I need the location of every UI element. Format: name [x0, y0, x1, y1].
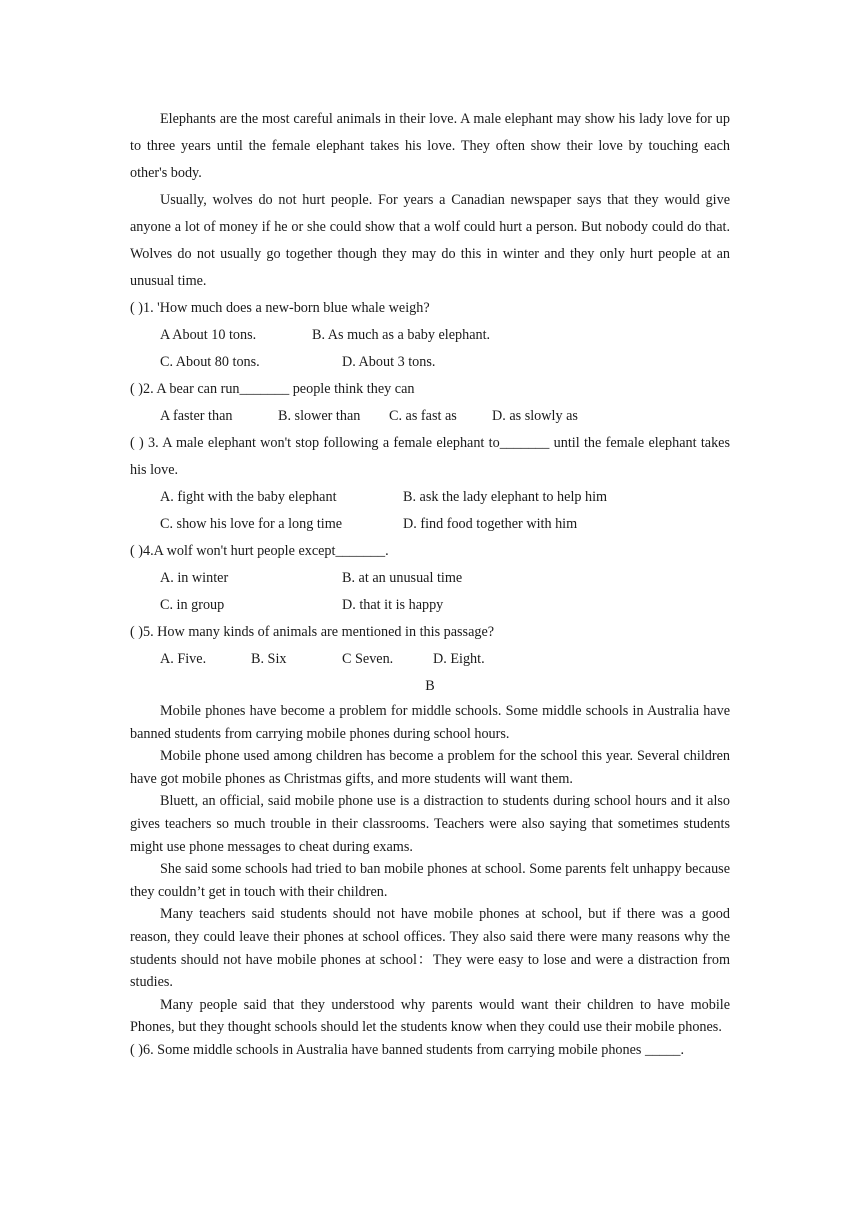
question-4: ( )4.A wolf won't hurt people except_______.	[130, 543, 389, 559]
option: A About 10 tons.	[160, 327, 257, 343]
options-row	[130, 511, 730, 538]
options-row	[130, 565, 730, 592]
paragraph: Elephants are the most careful animals in their love. A male elephant may show his lady love for up to three years until the female elephant takes his love. They often show their love by touching each other's body.	[130, 111, 730, 181]
question-2: ( )2. A bear can run_______ people think they can	[130, 381, 415, 397]
option: A faster than	[160, 408, 233, 424]
option: B. slower than	[278, 408, 361, 424]
document-page	[130, 106, 730, 1062]
option: A. in winter	[160, 570, 229, 586]
option: C Seven.	[342, 651, 394, 667]
option: C. show his love for a long time	[160, 516, 343, 532]
option: D. find food together with him	[403, 516, 578, 532]
option: B. ask the lady elephant to help him	[403, 489, 608, 505]
options-row	[130, 403, 730, 430]
option: B. at an unusual time	[342, 570, 463, 586]
options-row	[130, 484, 730, 511]
option: D. Eight.	[433, 651, 485, 667]
option: D. About 3 tons.	[342, 354, 436, 370]
option: A. Five.	[160, 651, 207, 667]
option: B. Six	[251, 651, 287, 667]
passage-b	[130, 673, 730, 1062]
paragraph: Mobile phone used among children has become a problem for the school this year. Several children have got mobile phones as Christmas gifts, and more students will want them.	[130, 748, 730, 787]
options-row	[130, 322, 730, 349]
option: D. that it is happy	[342, 597, 444, 613]
paragraph: Usually, wolves do not hurt people. For years a Canadian newspaper says that they would give anyone a lot of money if he or she could show that a wolf could hurt a person. But nobody could do that. Wolves do not usually go together though they may do this in winter and they only hurt people at an unusual time.	[130, 192, 730, 289]
options-row	[130, 592, 730, 619]
options-row	[130, 646, 730, 673]
paragraph: Mobile phones have become a problem for middle schools. Some middle schools in Australia have banned students from carrying mobile phones during school hours.	[130, 703, 730, 742]
question-1: ( )1. 'How much does a new-born blue whale weigh?	[130, 300, 430, 316]
paragraph: Many teachers said students should not have mobile phones at school, but if there was a good reason, they could leave their phones at school offices. They also said there were many reasons why the students should not have mobile phones at school：They were easy to lose and were a distraction from studies.	[130, 906, 730, 991]
paragraph: Bluett, an official, said mobile phone use is a distraction to students during school hours and it also gives teachers so much trouble in their classrooms. Teachers were also saying that sometimes students might use phone messages to cheat during exams.	[130, 793, 730, 855]
option: C. About 80 tons.	[160, 354, 260, 370]
option: A. fight with the baby elephant	[160, 489, 337, 505]
question-5: ( )5. How many kinds of animals are mentioned in this passage?	[130, 624, 495, 640]
options-row	[130, 349, 730, 376]
option: D. as slowly as	[492, 408, 578, 424]
passage-a	[130, 106, 730, 673]
question-3: ( ) 3. A male elephant won't stop following a female elephant to_______ until the female elephant takes his love.	[130, 435, 730, 478]
paragraph: She said some schools had tried to ban mobile phones at school. Some parents felt unhappy because they couldn’t get in touch with their children.	[130, 861, 730, 900]
option: C. in group	[160, 597, 225, 613]
section-heading: B	[425, 678, 435, 694]
option: B. As much as a baby elephant.	[312, 327, 491, 343]
option: C. as fast as	[389, 408, 457, 424]
paragraph: Many people said that they understood why parents would want their children to have mobile Phones, but they thought schools should let the students know when they could use their mobile phones.	[130, 996, 730, 1036]
question-6: ( )6. Some middle schools in Australia have banned students from carrying mobile phones _____.	[130, 1041, 684, 1058]
